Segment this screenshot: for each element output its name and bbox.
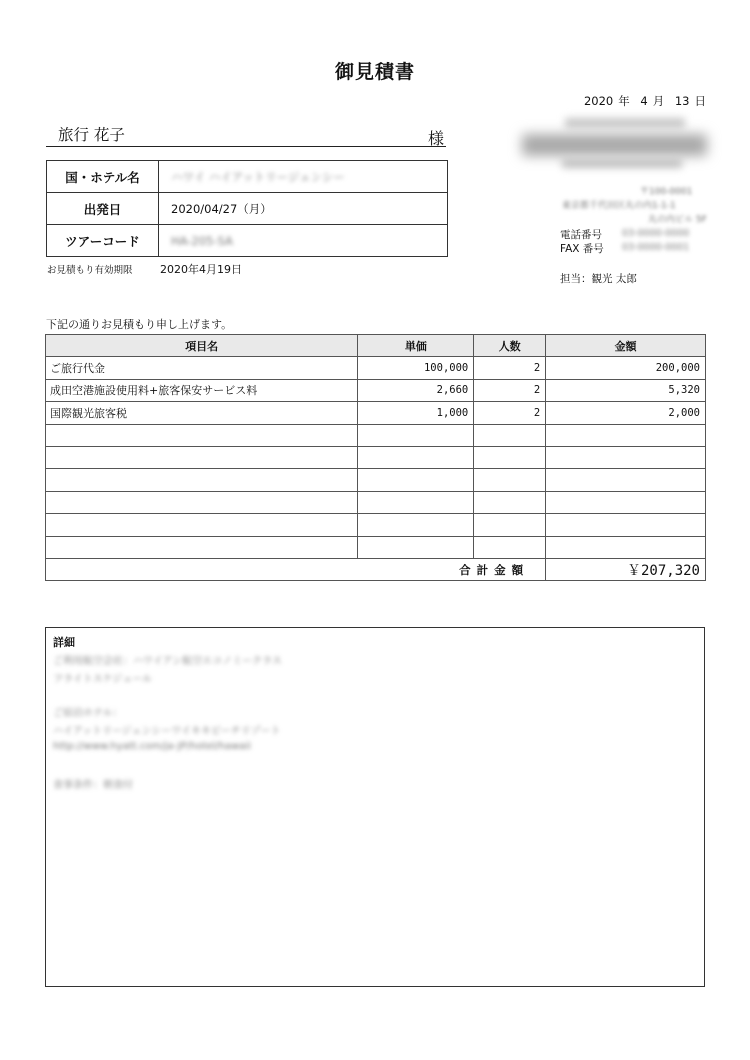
page-title: 御見積書 <box>334 61 415 83</box>
tel-value: 03-0000-0000 <box>622 228 690 239</box>
details-line: フライトスケジュール <box>53 674 152 685</box>
row-amount: 200,000 <box>546 357 706 379</box>
tour-code-label: ツアーコード <box>47 225 159 257</box>
customer-name: 旅行 花子 <box>58 126 125 144</box>
row-item-name: 国際観光旅客税 <box>46 402 358 424</box>
tour-code-value: HA-205-SA <box>171 233 233 248</box>
total-label: 合計金額 <box>46 558 546 580</box>
row-quantity: 2 <box>474 379 546 401</box>
departure-label: 出発日 <box>47 193 159 225</box>
row-item-name: 成田空港施設使用料+旅客保安サービス料 <box>46 379 358 401</box>
trip-info-table <box>46 160 448 257</box>
date-day-unit: 日 <box>694 94 706 108</box>
company-subname-blurred <box>562 158 682 168</box>
row-amount: 5,320 <box>546 379 706 401</box>
row-unit-price: 2,660 <box>358 379 474 401</box>
details-line: ハイアットリージェンシーワイキキビーチリゾート <box>53 726 281 737</box>
row-quantity: 2 <box>474 357 546 379</box>
empty-row <box>46 469 706 491</box>
items-table <box>45 334 706 581</box>
fax-label: FAX 番号 <box>560 243 604 255</box>
row-unit-price: 100,000 <box>358 357 474 379</box>
issue-date <box>579 93 706 109</box>
company-logo-blurred <box>565 118 685 128</box>
table-row <box>46 402 706 424</box>
total-row <box>46 558 706 580</box>
header-unit-price: 単価 <box>358 335 474 357</box>
total-value: ￥207,320 <box>546 558 706 580</box>
company-postal-blurred: 〒100-0001 <box>640 187 693 197</box>
date-month: 4 <box>640 94 648 108</box>
header-quantity: 人数 <box>474 335 546 357</box>
empty-row <box>46 424 706 446</box>
fax-value: 03-0000-0001 <box>622 242 690 253</box>
table-row <box>46 379 706 401</box>
tour-code-row <box>47 225 448 257</box>
details-box <box>45 627 705 987</box>
validity-label: お見積もり有効期限 <box>47 265 133 276</box>
customer-line <box>46 122 446 147</box>
company-name-blurred <box>522 134 707 156</box>
empty-row <box>46 536 706 558</box>
table-row <box>46 357 706 379</box>
customer-honorific: 様 <box>427 129 444 148</box>
empty-row <box>46 514 706 536</box>
date-year: 2020 <box>583 94 614 108</box>
departure-row <box>47 193 448 225</box>
row-item-name: ご旅行代金 <box>46 357 358 379</box>
date-day: 13 <box>674 94 690 108</box>
date-year-unit: 年 <box>618 94 630 108</box>
hotel-value: ハワイ ハイアットリージェンシー <box>171 169 345 184</box>
row-amount: 2,000 <box>546 402 706 424</box>
empty-row <box>46 491 706 513</box>
details-line: ご利用航空会社：ハワイアン航空エコノミークラス <box>53 656 282 667</box>
row-quantity: 2 <box>474 402 546 424</box>
details-title: 詳細 <box>53 636 75 649</box>
staff-name: 担当：観光 太郎 <box>560 273 637 285</box>
header-amount: 金額 <box>546 335 706 357</box>
header-item-name: 項目名 <box>46 335 358 357</box>
empty-row <box>46 446 706 468</box>
intro-text: 下記の通りお見積もり申し上げます。 <box>46 318 233 331</box>
validity-value: 2020年4月19日 <box>160 263 242 276</box>
hotel-row <box>47 161 448 193</box>
company-address-blurred: 東京都千代田区丸の内1-1-1 <box>562 201 676 211</box>
company-building-blurred: 丸の内ビル 5F <box>648 215 707 225</box>
hotel-label: 国・ホテル名 <box>47 161 159 193</box>
departure-value: 2020/04/27（月） <box>159 193 448 225</box>
items-header-row <box>46 335 706 357</box>
date-month-unit: 月 <box>652 94 665 108</box>
details-line: http://www.hyatt.com/ja-JP/hotel/hawaii <box>53 741 251 752</box>
tel-label: 電話番号 <box>560 229 602 241</box>
details-line: 食事条件：朝食付 <box>53 780 133 791</box>
row-unit-price: 1,000 <box>358 402 474 424</box>
details-line: ご宿泊ホテル： <box>53 708 123 719</box>
